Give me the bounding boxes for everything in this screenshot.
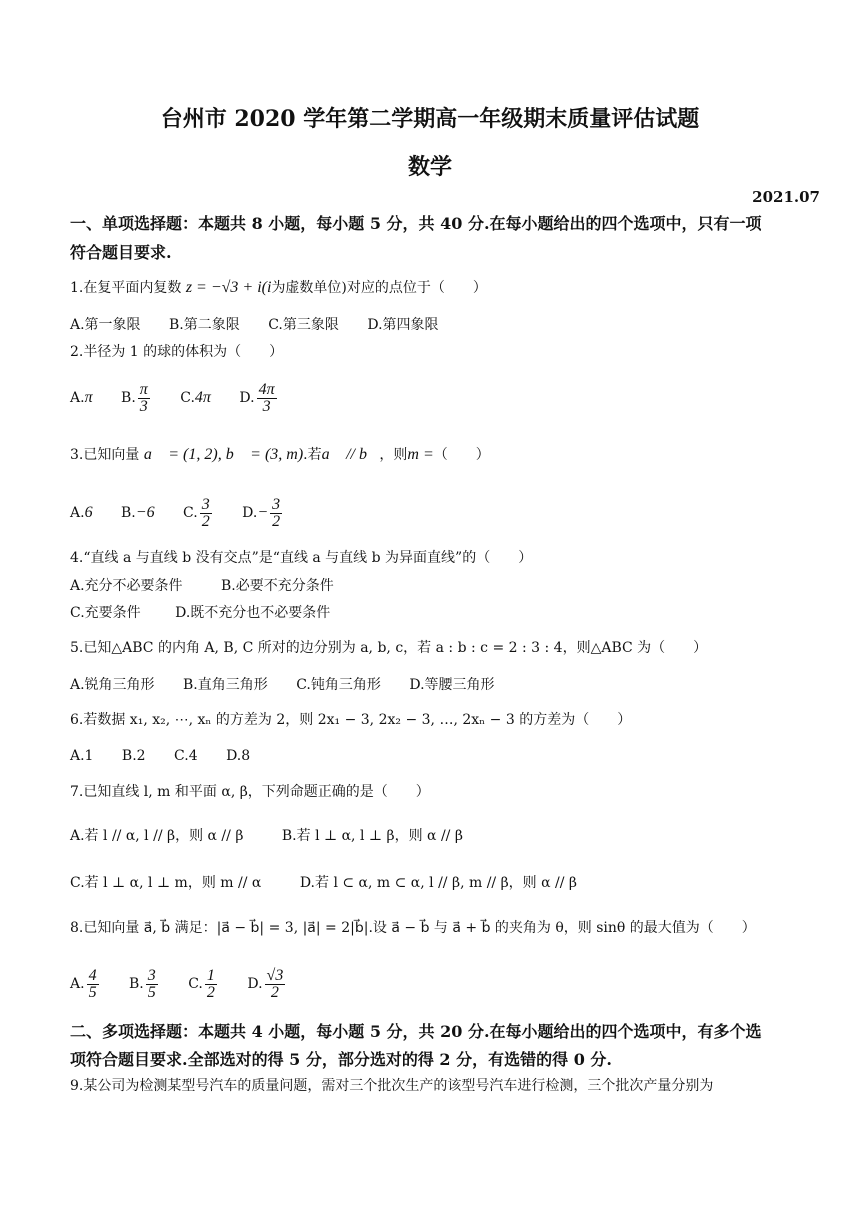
question-5-stem: 5.已知△ABC 的内角 A, B, C 所对的边分别为 a, b, c，若 a : b : c = 2 : 3 : 4，则△ABC 为（ ） xyxy=(70,640,708,656)
q6-option-d: D.8 xyxy=(226,748,251,764)
q5-option-b: B.直角三角形 xyxy=(183,677,268,693)
q3-option-a: A.6 xyxy=(70,504,93,521)
q1-option-d: D.第四象限 xyxy=(367,317,439,333)
question-1-stem: 1.在复平面内复数 z = −√3 + i(i为虚数单位)对应的点位于（ ） xyxy=(70,279,487,296)
question-2-options xyxy=(70,378,303,418)
q7-option-a: A.若 l // α, l // β，则 α // β xyxy=(70,828,244,844)
section2-heading-line2: 项符合题目要求.全部选对的得 5 分，部分选对的得 2 分，有选错的得 0 分. xyxy=(70,1050,612,1069)
q5-option-c: C.钝角三角形 xyxy=(296,677,381,693)
question-7-stem: 7.已知直线 l, m 和平面 α, β，下列命题正确的是（ ） xyxy=(70,784,430,800)
question-4-options-row2 xyxy=(70,603,354,623)
q6-option-a: A.1 xyxy=(70,748,94,764)
q4-option-b: B.必要不充分条件 xyxy=(221,578,334,594)
q6-option-b: B.2 xyxy=(121,748,146,764)
question-9-stem: 9.某公司为检测某型号汽车的质量问题，需对三个批次生产的该型号汽车进行检测，三个批次产量分别为 xyxy=(70,1078,714,1094)
question-1-options xyxy=(70,315,463,335)
q8-option-c: C. $\frac{1}{2}$ xyxy=(188,966,215,1001)
q6-option-c: C.4 xyxy=(174,748,198,764)
question-3-options xyxy=(70,493,308,533)
q5-option-d: D.等腰三角形 xyxy=(409,677,495,693)
question-6-stem: 6.若数据 x₁, x₂, ⋯, xₙ 的方差为 2，则 2x₁ − 3, 2x₂ − 3, …, 2xₙ − 3 的方差为（ ） xyxy=(70,712,632,728)
question-4-options-row1 xyxy=(70,576,358,596)
question-3-stem: 3.已知向量 a⃗ = (1, 2), b⃗ = (3, m).若a⃗ // b⃗，则m =（ ） xyxy=(70,446,490,463)
question-8-options xyxy=(70,962,311,1006)
q1-option-c: C.第三象限 xyxy=(268,317,339,333)
question-7-options-row1 xyxy=(70,826,487,846)
q4-option-c: C.充要条件 xyxy=(70,605,141,621)
q1-option-a: A.第一象限 xyxy=(70,317,141,333)
question-4-stem: 4.“直线 a 与直线 b 没有交点”是“直线 a 与直线 b 为异面直线”的（ ） xyxy=(70,550,533,566)
q7-option-b: B.若 l ⊥ α, l ⊥ β，则 α // β xyxy=(281,828,463,844)
q1-math: z = −√3 + i(i xyxy=(185,279,272,296)
q4-option-a: A.充分不必要条件 xyxy=(70,578,183,594)
subject-title: 数学 xyxy=(407,154,452,180)
q8-option-d: D. $\frac{√3}{2}$ xyxy=(247,966,284,1001)
q5-option-a: A.锐角三角形 xyxy=(70,677,155,693)
question-6-options xyxy=(70,746,274,766)
q3-option-c: C. $\frac{3}{2}$ xyxy=(183,495,210,530)
q3-option-b: B.−6 xyxy=(121,504,155,521)
section2-heading-line1: 二、多项选择题：本题共 4 小题，每小题 5 分，共 20 分.在每小题给出的四个选项中，有多个选 xyxy=(70,1022,762,1041)
q7-option-d: D.若 l ⊂ α, m ⊂ α, l // β, m // β，则 α // β xyxy=(299,875,578,891)
exam-title: 台州市 2020 学年第二学期高一年级期末质量评估试题 xyxy=(160,106,700,132)
q4-option-d: D.既不充分也不必要条件 xyxy=(175,605,331,621)
q3-option-d: D.− $\frac{3}{2}$ xyxy=(242,495,281,530)
question-2-stem: 2.半径为 1 的球的体积为（ ） xyxy=(70,344,284,360)
q2-option-a: A.π xyxy=(70,389,93,406)
question-5-options xyxy=(70,675,519,695)
q8-option-b: B. $\frac{3}{5}$ xyxy=(129,966,156,1001)
question-8-stem: 8.已知向量 a⃗, b⃗ 满足：|a⃗ − b⃗| = 3, |a⃗| = 2|b⃗|.设 a⃗ − b⃗ 与 a⃗ + b⃗ 的夹角为 θ，则 sinθ 的最大值为（ ） xyxy=(70,920,756,936)
section1-heading-line2: 符合题目要求. xyxy=(70,243,172,262)
q2-option-b: B. $\frac{\pi}{3}$ xyxy=(121,380,148,415)
q2-option-c: C.4π xyxy=(180,389,211,406)
q2-option-d: D. $\frac{4\pi}{3}$ xyxy=(239,380,275,415)
q3-vectors: a⃗ = (1, 2), b⃗ = (3, m) xyxy=(143,446,304,463)
q7-option-c: C.若 l ⊥ α, l ⊥ m，则 m // α xyxy=(70,875,262,891)
q1-option-b: B.第二象限 xyxy=(169,317,240,333)
q8-option-a: A. $\frac{4}{5}$ xyxy=(70,966,97,1001)
section1-heading-line1: 一、单项选择题：本题共 8 小题，每小题 5 分，共 40 分.在每小题给出的四个选项中，只有一项 xyxy=(70,214,762,233)
exam-date: 2021.07 xyxy=(752,188,820,206)
question-7-options-row2 xyxy=(70,873,601,893)
